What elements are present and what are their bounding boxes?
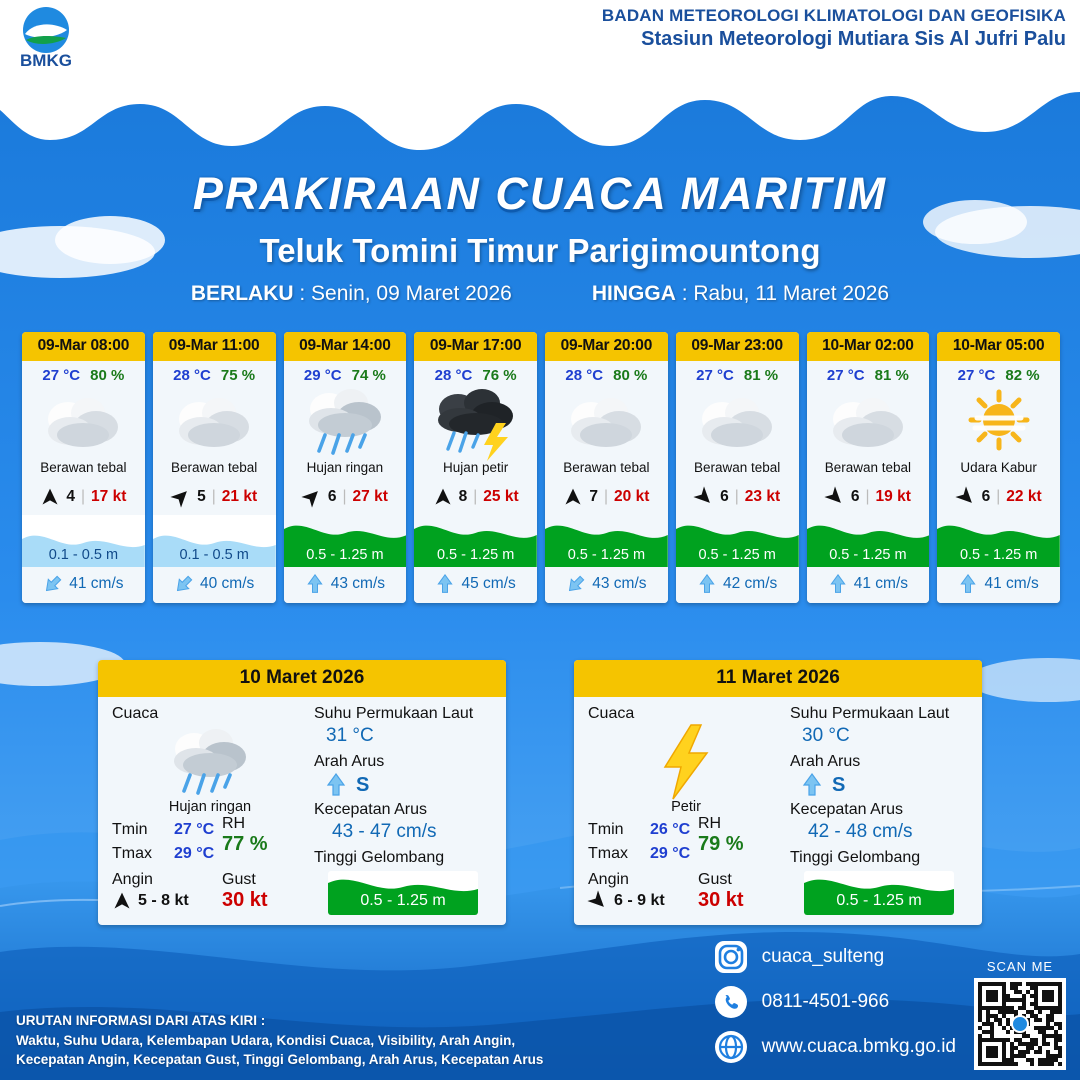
thunderstorm-icon	[430, 383, 522, 461]
card-current	[284, 567, 407, 603]
card-current-speed: 40 cm/s	[199, 575, 255, 592]
bmkg-logo	[10, 4, 110, 70]
hourly-card	[937, 332, 1060, 603]
card-wave-band	[22, 515, 145, 567]
daily-rh-label: RH	[698, 815, 722, 832]
card-wave-band	[284, 515, 407, 567]
page-header	[0, 0, 1080, 70]
card-temperature: 27 °C	[826, 367, 865, 384]
card-wind-speed: 19 kt	[875, 488, 911, 505]
current-direction-arrow-icon	[39, 570, 67, 598]
logo-text: BMKG	[20, 51, 72, 70]
card-time: 10-Mar 05:00	[937, 332, 1060, 361]
daily-weather-icon	[588, 723, 784, 801]
card-condition: Berawan tebal	[693, 460, 781, 475]
valid-to-value: Rabu, 11 Maret 2026	[693, 282, 890, 305]
wind-direction-arrow-icon	[433, 487, 453, 507]
daily-arah-arus-value: S	[356, 773, 370, 796]
daily-wave-chip	[328, 871, 478, 915]
card-wind-speed: 17 kt	[91, 488, 127, 505]
card-temp-humidity	[22, 361, 145, 386]
daily-cuaca-label: Cuaca	[588, 705, 635, 722]
card-wind-value: 6	[981, 488, 991, 505]
daily-gust-value: 30 kt	[222, 889, 268, 911]
daily-tmin-label: Tmin	[588, 821, 624, 838]
cloudy-icon	[561, 389, 651, 455]
current-direction-arrow-icon	[697, 574, 717, 594]
card-wind-value: 8	[458, 488, 468, 505]
wind-direction-arrow-icon	[298, 483, 326, 511]
card-wind-value: 5	[197, 488, 206, 505]
daily-sst-value: 30 °C	[802, 725, 850, 746]
card-wind-separator: |	[604, 488, 609, 505]
daily-sst-label: Suhu Permukaan Laut	[790, 705, 950, 722]
daily-tmax-label: Tmax	[588, 845, 628, 862]
card-condition: Berawan tebal	[170, 460, 258, 475]
wind-direction-arrow-icon	[821, 483, 849, 511]
cloudy-icon	[692, 389, 782, 455]
card-humidity: 81 %	[743, 367, 779, 384]
daily-gust-value: 30 kt	[698, 889, 744, 911]
card-weather-icon	[414, 386, 537, 458]
cloudy-icon	[38, 389, 128, 455]
hourly-card	[153, 332, 276, 603]
daily-sst-label: Suhu Permukaan Laut	[314, 705, 474, 722]
current-direction-arrow-icon	[958, 574, 978, 594]
daily-rh-value: 79 %	[698, 833, 744, 855]
wind-direction-arrow-icon	[563, 487, 583, 507]
card-wave-height: 0.5 - 1.25 m	[698, 547, 776, 563]
card-current	[414, 567, 537, 603]
daily-date: 10 Maret 2026	[98, 660, 506, 697]
legend-line-1: Waktu, Suhu Udara, Kelembapan Udara, Kondisi Cuaca, Visibility, Arah Angin,	[16, 1032, 516, 1048]
instagram-icon	[714, 940, 748, 974]
hourly-card	[414, 332, 537, 603]
daily-condition: Hujan ringan	[168, 799, 252, 815]
page-title: PRAKIRAAN CUACA MARITIM	[192, 168, 888, 219]
card-temp-humidity	[807, 361, 930, 386]
wind-direction-arrow-icon	[690, 483, 718, 511]
card-temperature: 27 °C	[42, 367, 81, 384]
card-wave-band	[414, 515, 537, 567]
daily-arah-arus-label: Arah Arus	[314, 753, 385, 770]
contact-phone[interactable]	[714, 985, 956, 1019]
card-wave-height: 0.5 - 1.25 m	[436, 547, 515, 563]
daily-kecepatan-arus-label: Kecepatan Arus	[790, 801, 903, 818]
qr-block	[974, 959, 1066, 1070]
card-humidity: 80 %	[90, 367, 125, 384]
daily-arah-arus-value: S	[832, 773, 846, 796]
legend-title: URUTAN INFORMASI DARI ATAS KIRI :	[16, 1013, 266, 1029]
daily-tinggi-gelombang-label: Tinggi Gelombang	[314, 849, 445, 866]
card-wave-height: 0.5 - 1.25 m	[829, 547, 907, 563]
card-current	[676, 567, 799, 603]
daily-gust-label: Gust	[222, 871, 256, 888]
daily-kecepatan-arus-value: 43 - 47 cm/s	[332, 821, 437, 842]
card-temperature: 29 °C	[303, 367, 342, 384]
card-wave-height: 0.5 - 1.25 m	[959, 547, 1038, 563]
current-direction-arrow-icon	[324, 773, 348, 797]
card-humidity: 80 %	[613, 367, 648, 384]
card-current-speed: 43 cm/s	[330, 575, 385, 592]
valid-to: HINGGA : Rabu, 11 Maret 2026	[591, 282, 890, 305]
card-wind-separator: |	[473, 488, 478, 505]
daily-kecepatan-arus-value: 42 - 48 cm/s	[808, 821, 913, 842]
card-temp-humidity	[545, 361, 668, 386]
current-direction-arrow-icon	[435, 574, 455, 594]
card-current-speed: 41 cm/s	[69, 575, 124, 592]
card-wave-band	[676, 515, 799, 567]
haze-sun-icon	[957, 386, 1041, 458]
card-temperature: 27 °C	[957, 367, 996, 384]
wind-direction-arrow-icon	[584, 887, 612, 915]
card-weather-icon	[284, 386, 407, 458]
page-subtitle: Teluk Tomini Timur Parigimountong	[259, 232, 821, 269]
daily-forecast-panels	[0, 660, 1080, 925]
hourly-card	[284, 332, 407, 603]
card-wave-height: 0.5 - 1.25 m	[306, 547, 384, 563]
agency-name: BADAN METEOROLOGI KLIMATOLOGI DAN GEOFISIKA	[601, 6, 1066, 25]
card-wave-band	[545, 515, 668, 567]
hourly-forecast-cards	[22, 332, 1060, 603]
card-wind-value: 6	[327, 488, 337, 505]
daily-condition: Petir	[671, 799, 701, 815]
globe-icon	[714, 1030, 748, 1064]
card-humidity: 75 %	[220, 367, 256, 384]
daily-gust-label: Gust	[698, 871, 732, 888]
daily-tmin-row	[588, 821, 698, 839]
card-current	[153, 567, 276, 603]
hourly-card	[676, 332, 799, 603]
card-wind-speed: 23 kt	[744, 488, 781, 505]
card-wave-band	[807, 515, 930, 567]
daily-tmax-row	[112, 845, 222, 863]
qr-code[interactable]	[974, 978, 1066, 1070]
daily-weather-icon	[112, 723, 308, 801]
card-condition: Berawan tebal	[40, 460, 127, 475]
contact-block	[714, 940, 1066, 1070]
phone-number: 0811-4501-966	[761, 991, 890, 1012]
daily-kecepatan-arus-label: Kecepatan Arus	[314, 801, 427, 818]
hourly-card	[545, 332, 668, 603]
scan-me-label: SCAN ME	[986, 959, 1054, 974]
card-wind-value: 7	[589, 488, 598, 505]
daily-cuaca-label: Cuaca	[112, 705, 159, 722]
card-weather-icon	[22, 386, 145, 458]
card-current	[22, 567, 145, 603]
contact-website[interactable]	[714, 1030, 956, 1064]
card-wave-height: 0.1 - 0.5 m	[48, 547, 119, 563]
phone-icon	[714, 985, 748, 1019]
card-temperature: 28 °C	[565, 367, 604, 384]
card-weather-icon	[545, 386, 668, 458]
daily-angin-value: 6 - 9 kt	[614, 892, 665, 909]
rain-icon	[164, 723, 256, 801]
daily-angin-label: Angin	[588, 871, 629, 888]
card-current	[545, 567, 668, 603]
hourly-card	[22, 332, 145, 603]
card-wind-value: 6	[720, 488, 729, 505]
card-time: 09-Mar 14:00	[284, 332, 407, 361]
card-wind	[153, 481, 276, 515]
card-condition: Hujan ringan	[306, 460, 384, 475]
daily-tmin-value: 26 °C	[650, 821, 691, 838]
valid-from-label: BERLAKU	[190, 282, 294, 305]
contact-instagram[interactable]	[714, 940, 956, 974]
card-time: 09-Mar 23:00	[676, 332, 799, 361]
lightning-icon	[651, 723, 721, 801]
daily-tinggi-gelombang-value: 0.5 - 1.25 m	[836, 892, 922, 909]
card-current-speed: 43 cm/s	[592, 575, 647, 592]
daily-panel	[574, 660, 982, 925]
card-wave-band	[937, 515, 1060, 567]
card-wave-height: 0.1 - 0.5 m	[179, 547, 249, 563]
card-wind	[676, 481, 799, 515]
card-temp-humidity	[937, 361, 1060, 386]
card-temperature: 28 °C	[173, 367, 211, 384]
daily-wave-chip	[804, 871, 954, 915]
current-direction-arrow-icon	[305, 574, 325, 594]
card-wind-separator: |	[342, 488, 347, 505]
card-time: 09-Mar 08:00	[22, 332, 145, 361]
daily-tmax-label: Tmax	[112, 845, 152, 862]
card-condition: Berawan tebal	[824, 460, 912, 475]
card-weather-icon	[153, 386, 276, 458]
card-wind-speed: 22 kt	[1006, 488, 1042, 505]
wind-direction-arrow-icon	[40, 487, 60, 507]
card-wind-value: 4	[66, 488, 75, 505]
daily-date: 11 Maret 2026	[574, 660, 982, 697]
card-wind-value: 6	[850, 488, 860, 505]
card-weather-icon	[807, 386, 930, 458]
card-current-speed: 45 cm/s	[461, 575, 516, 592]
card-current-speed: 42 cm/s	[722, 575, 778, 592]
card-humidity: 76 %	[482, 367, 517, 384]
card-humidity: 81 %	[874, 367, 909, 384]
card-wave-height: 0.5 - 1.25 m	[567, 547, 646, 563]
card-wind-speed: 20 kt	[614, 488, 650, 505]
daily-arah-arus	[800, 773, 972, 797]
card-wind-separator: |	[211, 488, 216, 505]
current-direction-arrow-icon	[800, 773, 824, 797]
valid-from-value: Senin, 09 Maret 2026	[311, 282, 512, 305]
card-wind	[284, 481, 407, 515]
card-humidity: 82 %	[1005, 367, 1040, 384]
card-humidity: 74 %	[351, 367, 386, 384]
card-temperature: 27 °C	[696, 367, 734, 384]
card-wind	[937, 481, 1060, 515]
instagram-handle: cuaca_sulteng	[761, 946, 885, 967]
cloudy-icon	[823, 389, 913, 455]
daily-sst-value: 31 °C	[326, 725, 374, 746]
daily-tmin-row	[112, 821, 222, 839]
card-time: 10-Mar 02:00	[807, 332, 930, 361]
card-wind	[22, 481, 145, 515]
valid-from: BERLAKU : Senin, 09 Maret 2026	[190, 282, 512, 305]
website-url: www.cuaca.bmkg.go.id	[761, 1036, 956, 1057]
card-temp-humidity	[153, 361, 276, 386]
current-direction-arrow-icon	[170, 570, 198, 598]
daily-tinggi-gelombang-label: Tinggi Gelombang	[790, 849, 921, 866]
daily-panel	[98, 660, 506, 925]
daily-arah-arus	[324, 773, 496, 797]
card-wind-separator: |	[996, 488, 1001, 505]
legend-line-2: Kecepatan Angin, Kecepatan Gust, Tinggi Gelombang, Arah Arus, Kecepatan Arus	[16, 1052, 544, 1068]
card-condition: Udara Kabur	[960, 460, 1037, 475]
card-current-speed: 41 cm/s	[853, 575, 908, 592]
wind-direction-arrow-icon	[167, 483, 195, 511]
card-wind-separator: |	[81, 488, 86, 505]
wind-direction-arrow-icon	[951, 483, 979, 511]
card-wave-band	[153, 515, 276, 567]
daily-tmin-label: Tmin	[112, 821, 148, 838]
cloudy-icon	[169, 389, 259, 455]
card-current	[807, 567, 930, 603]
card-wind	[807, 481, 930, 515]
card-weather-icon	[676, 386, 799, 458]
card-time: 09-Mar 11:00	[153, 332, 276, 361]
current-direction-arrow-icon	[562, 570, 590, 598]
current-direction-arrow-icon	[828, 574, 848, 594]
card-wind	[545, 481, 668, 515]
daily-angin-label: Angin	[112, 871, 153, 888]
daily-tmax-value: 29 °C	[174, 845, 215, 862]
card-condition: Berawan tebal	[563, 460, 650, 475]
wind-direction-arrow-icon	[112, 891, 132, 911]
legend-note	[16, 1011, 543, 1070]
station-name: Stasiun Meteorologi Mutiara Sis Al Jufri Palu	[641, 28, 1066, 50]
valid-to-label: HINGGA	[591, 282, 676, 305]
validity-period	[0, 282, 1080, 306]
card-wind-separator: |	[865, 488, 870, 505]
daily-tmax-row	[588, 845, 698, 863]
card-time: 09-Mar 17:00	[414, 332, 537, 361]
card-wind-speed: 25 kt	[483, 488, 519, 505]
daily-tmin-value: 27 °C	[174, 821, 215, 838]
card-wind-speed: 21 kt	[221, 488, 258, 505]
card-time: 09-Mar 20:00	[545, 332, 668, 361]
card-current-speed: 41 cm/s	[984, 575, 1039, 592]
daily-rh-label: RH	[222, 815, 246, 832]
card-wind	[414, 481, 537, 515]
daily-angin-value: 5 - 8 kt	[138, 892, 189, 909]
card-temp-humidity	[676, 361, 799, 386]
hourly-card	[807, 332, 930, 603]
card-wind-separator: |	[734, 488, 739, 505]
card-weather-icon	[937, 386, 1060, 458]
daily-arah-arus-label: Arah Arus	[790, 753, 861, 770]
card-wind-speed: 27 kt	[352, 488, 388, 505]
daily-rh-value: 77 %	[222, 833, 268, 855]
rain-icon	[299, 383, 391, 461]
card-condition: Hujan petir	[442, 460, 509, 475]
daily-tinggi-gelombang-value: 0.5 - 1.25 m	[360, 892, 446, 909]
card-temperature: 28 °C	[434, 367, 473, 384]
daily-tmax-value: 29 °C	[650, 845, 691, 862]
card-current	[937, 567, 1060, 603]
